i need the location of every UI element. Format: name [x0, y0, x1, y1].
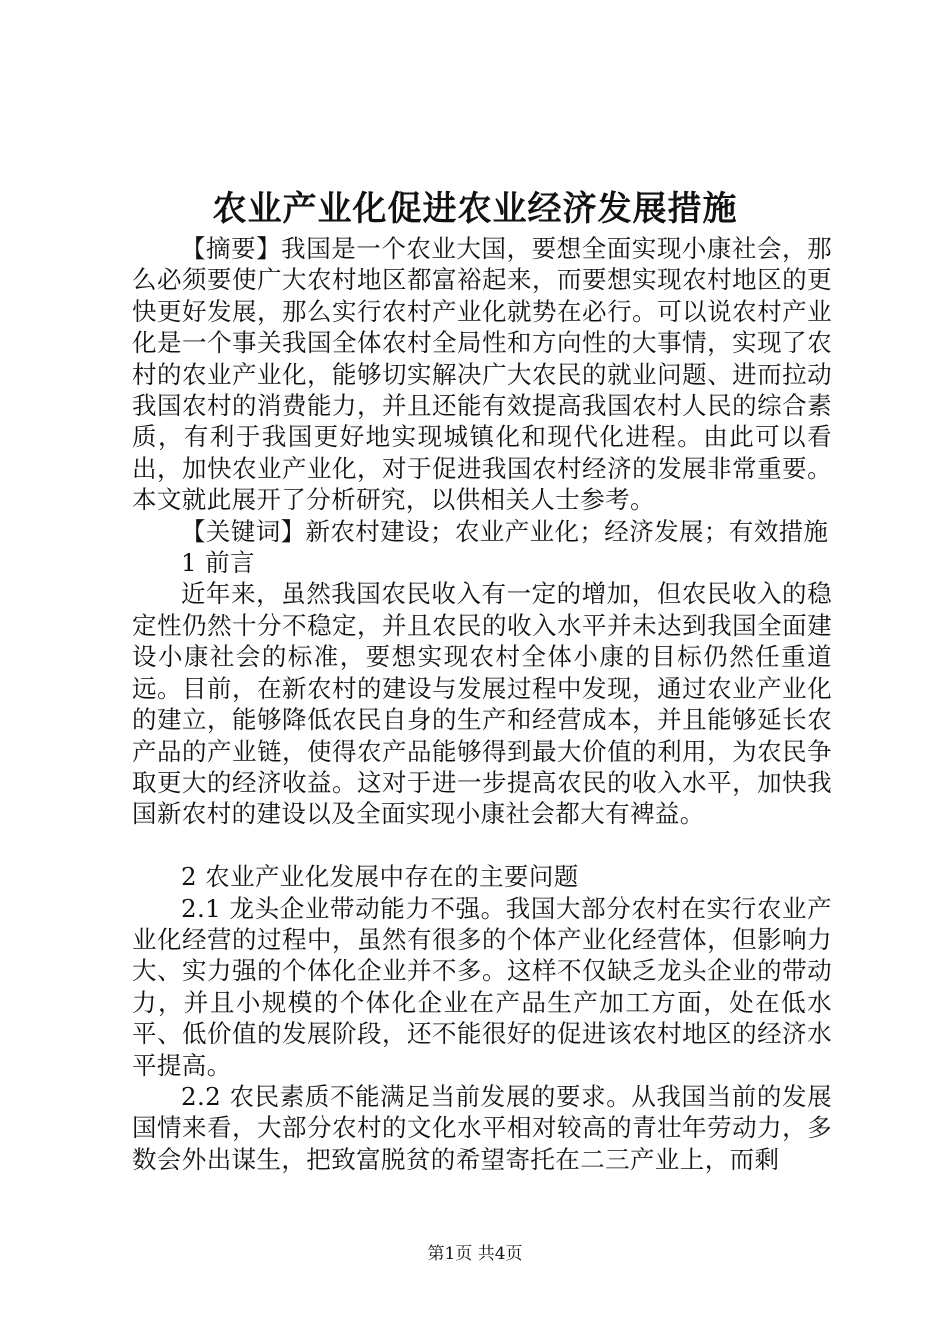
document-body — [132, 233, 832, 1175]
keywords-paragraph: 【关键词】新农村建设；农业产业化；经济发展；有效措施 — [181, 516, 829, 546]
document-title: 农业产业化促进农业经济发展措施 — [212, 189, 738, 229]
paragraph-spacer — [132, 830, 832, 861]
section-2-2-paragraph: 2.2 农民素质不能满足当前发展的要求。从我国当前的发展国情来看，大部分农村的文化水平相对较高的青壮年劳动力，多数会外出谋生，把致富脱贫的希望寄托在二三产业上，而剩 — [132, 1081, 832, 1174]
section-2-heading: 2 农业产业化发展中存在的主要问题 — [181, 862, 579, 892]
abstract-paragraph: 【摘要】我国是一个农业大国，要想全面实现小康社会，那么必须要使广大农村地区都富裕起来，而要想实现农村地区的更快更好发展，那么实行农村产业化就势在必行。可以说农村产业化是一个事关我国全体农村全局性和方向性的大事情，实现了农村的农业产业化，能够切实解决广大农民的就业问题、进而拉动我国农村的消费能力，并且还能有效提高我国农村人民的综合素质，有利于我国更好地实现城镇化和现代化进程。由此可以看出，加快农业产业化，对于促进我国农村经济的发展非常重要。本文就此展开了分析研究，以供相关人士参考。 — [132, 234, 832, 515]
section-2-1-paragraph: 2.1 龙头企业带动能力不强。我国大部分农村在实行农业产业化经营的过程中，虽然有很多的个体产业化经营体，但影响力大、实力强的个体化企业并不多。这样不仅缺乏龙头企业的带动力，并且小规模的个体化企业在产品生产加工方面，处在低水平、低价值的发展阶段，还不能很好的促进该农村地区的经济水平提高。 — [132, 893, 832, 1080]
section-1-heading: 1 前言 — [181, 548, 255, 578]
section-1-paragraph: 近年来，虽然我国农民收入有一定的增加，但农民收入的稳定性仍然十分不稳定，并且农民的收入水平并未达到我国全面建设小康社会的标准，要想实现农村全体小康的目标仍然任重道远。目前，在新农村的建设与发展过程中发现，通过农业产业化的建立，能够降低农民自身的生产和经营成本，并且能够延长农产品的产业链，使得农产品能够得到最大价值的利用，为农民争取更大的经济收益。这对于进一步提高农民的收入水平，加快我国新农村的建设以及全面实现小康社会都大有裨益。 — [132, 579, 832, 829]
page-footer: 第1页 共4页 — [427, 1244, 523, 1264]
